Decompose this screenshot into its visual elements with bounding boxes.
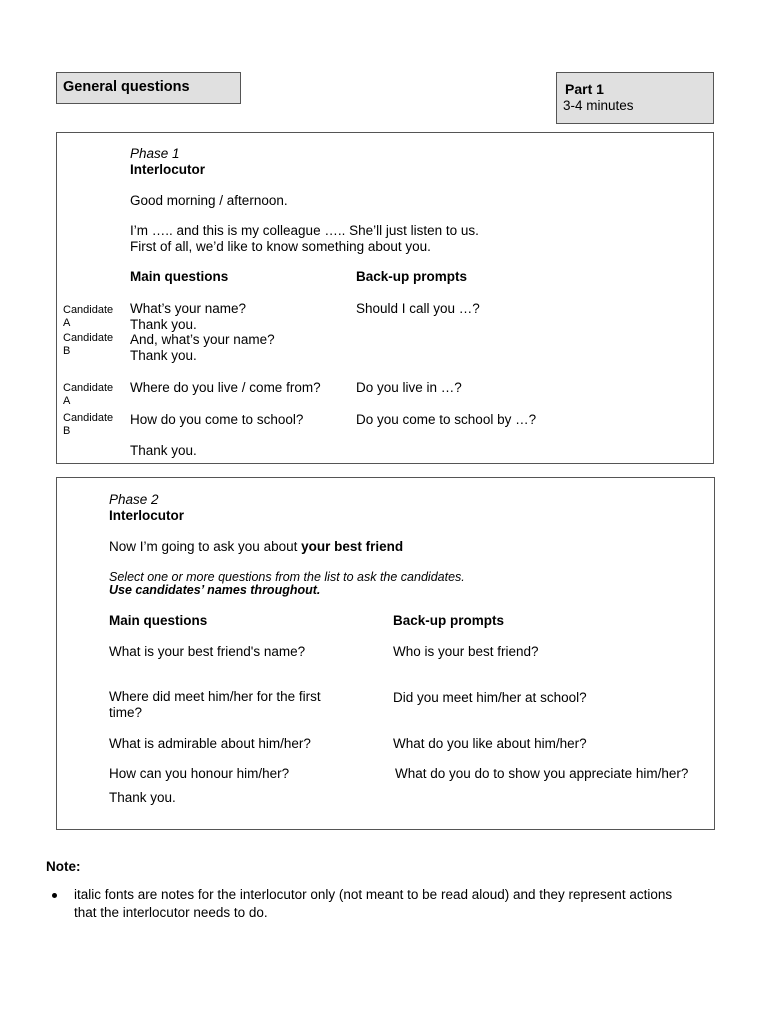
phase2-col-backup: Back-up prompts [393, 613, 505, 628]
phase2-instruction-2: Use candidates’ names throughout. [109, 583, 321, 597]
note-line-2: that the interlocutor needs to do. [74, 905, 268, 920]
part-time: 3-4 minutes [563, 98, 634, 113]
question-name: What’s your name? [130, 301, 247, 316]
question-school: How do you come to school? [130, 412, 304, 427]
candidate-a-label-2: Candidate A [63, 382, 114, 407]
part-box [556, 72, 714, 124]
section-title: General questions [63, 79, 190, 95]
phase2-question-1: What is your best friend's name? [109, 644, 306, 659]
phase1-role: Interlocutor [130, 162, 206, 177]
prompt-live: Do you live in …? [356, 380, 462, 395]
candidate-b-label: Candidate B [63, 332, 114, 357]
phase1-box [56, 132, 714, 464]
phase1-col-main: Main questions [130, 269, 229, 284]
bullet-dot-icon [52, 893, 57, 898]
phase1-col-backup: Back-up prompts [356, 269, 468, 284]
phase2-box [56, 477, 715, 830]
phase1-label: Phase 1 [130, 146, 180, 161]
note-line-1: italic fonts are notes for the interlocutor only (not meant to be read aloud) and they represent actions [74, 887, 673, 902]
phase2-question-2b: time? [109, 705, 143, 720]
question-name-b: And, what’s your name? [130, 332, 275, 347]
prompt-call: Should I call you …? [356, 301, 480, 316]
candidate-b-label-2: Candidate B [63, 412, 114, 437]
phase2-prompt-3: What do you like about him/her? [393, 736, 587, 751]
phase2-prompt-1: Who is your best friend? [393, 644, 539, 659]
note-label: Note: [46, 859, 81, 874]
phase2-col-main: Main questions [109, 613, 208, 628]
phase2-question-4: How can you honour him/her? [109, 766, 290, 781]
prompt-school: Do you come to school by …? [356, 412, 537, 427]
section-title-box [56, 72, 241, 104]
question-live: Where do you live / come from? [130, 380, 321, 395]
question-thanks-2: Thank you. [130, 348, 197, 363]
phase1-intro1: I’m ….. and this is my colleague ….. She’ll just listen to us. [130, 223, 479, 238]
phase2-prompt-2: Did you meet him/her at school? [393, 690, 587, 705]
question-thanks-1: Thank you. [130, 317, 197, 332]
part-label: Part 1 [565, 81, 604, 97]
phase2-question-2a: Where did meet him/her for the first [109, 689, 321, 704]
phase2-instruction-1: Select one or more questions from the list to ask the candidates. [109, 570, 465, 584]
candidate-a-label: Candidate A [63, 304, 114, 329]
question-thanks-3: Thank you. [130, 443, 197, 458]
phase1-intro2: First of all, we’d like to know something about you. [130, 239, 431, 254]
phase2-thanks: Thank you. [109, 790, 176, 805]
phase2-role: Interlocutor [109, 508, 185, 523]
phase1-greeting: Good morning / afternoon. [130, 193, 288, 208]
phase2-question-3: What is admirable about him/her? [109, 736, 311, 751]
phase2-topic: your best friend [301, 539, 404, 554]
phase2-prompt-4: What do you do to show you appreciate him/her? [395, 766, 689, 781]
phase2-intro: Now I’m going to ask you about your best friend [109, 539, 404, 554]
phase2-label: Phase 2 [109, 492, 159, 507]
